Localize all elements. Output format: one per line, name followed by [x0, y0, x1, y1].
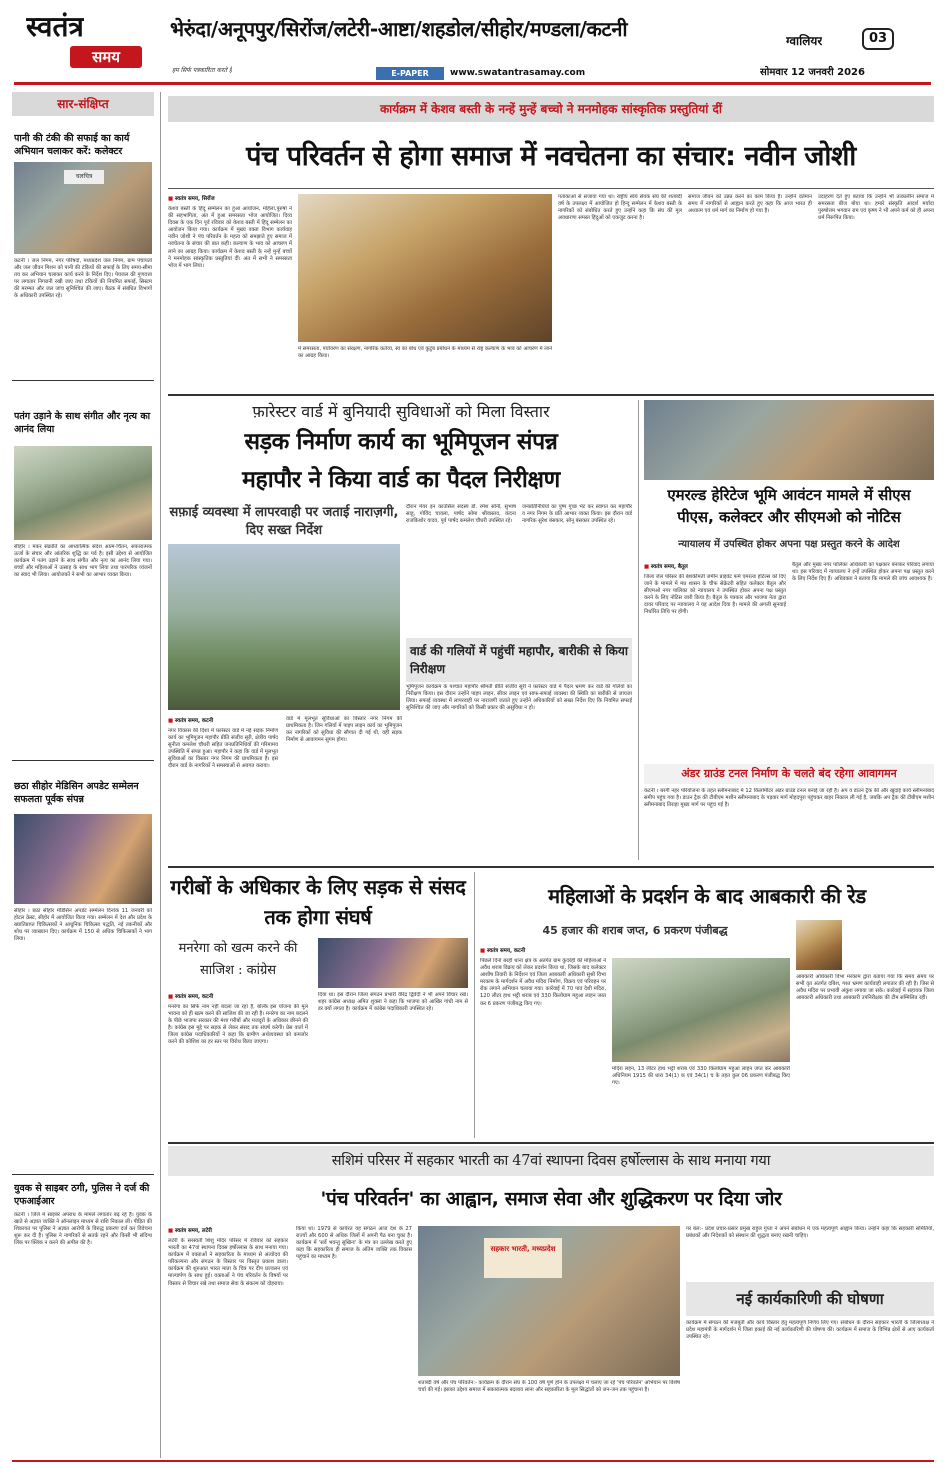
liquor-body-col2: मदिरा लहन, 13 लीटर हाथ भट्टी शराब एवं 330 किलोग्राम महुआ लाहन जप्त कर आबकारी अधिनियम 1915 की धारा 34(1) क एवं 34(1) च के तहत कुल 06 प्रकरण पंजीबद्ध किए गए।	[612, 1066, 790, 1087]
road-body: नगर विकास की दिशा में फ़ारेस्टर वार्ड में नई सड़क निर्माण कार्य का भूमिपूजन महापौर प्रीति संजीव सूरी, क्षेत्रीय पार्षद सुनीता कमलेश चौधरी सहित जनप्रतिनिधियों की गरिमामय उपस्थिति में संपन्न हुआ। महापौर ने कहा कि वार्ड में मूलभूत सुविधाओं का विस्तार नगर निगम की प्राथमिकता है। इस दौरान वार्ड के नागरिकों ने समस्याओं से अवगत कराया।	[168, 728, 278, 770]
sidebar-item-title: पानी की टंकी की सफाई का कार्य अभियान चलाकर करें: कलेक्टर	[14, 133, 130, 157]
conference-photo	[14, 814, 152, 904]
emerald-headline-1: एमरल्ड हेरिटेज भूमि आवंटन मामले में सीएस	[667, 486, 911, 504]
sidebar-item-title: युवक से साइबर ठगी, पुलिस ने दर्ज की एफआईआर	[14, 1183, 150, 1207]
road-body-col3: दौरान मेयर इन काउंसिल सदस्य डॉ. रमेश सोनी, सुभाष साहू, गोविंद चावला, पार्षद सोमा श्रीवास्तव, कंदना राजकिशोर यादव, पूर्व पार्षद कमलेश चौधरी उपस्थित रहे।	[406, 504, 516, 525]
masthead	[0, 0, 945, 88]
road-body-col4: जनप्रतिनिधियों का पुष्प गुच्छ भेंट कर स्वागत कर महापौर व नगर निगम के प्रति आभार व्यक्त किया। इस दौरान वार्ड नागरिक सुरेश बंसकार, सोनू बंसकार उपस्थित रहे।	[522, 504, 632, 525]
emerald-photo	[644, 400, 934, 480]
epaper-badge: E-PAPER	[376, 67, 444, 80]
road-headline-1: सड़क निर्माण कार्य का भूमिपूजन संपन्न	[244, 429, 558, 455]
lead-byline: ■ स्वतंत्र समय, सिरोंज	[168, 194, 292, 202]
divider	[12, 760, 154, 761]
tagline: हम सिर्फ पत्रकारिता करते हैं	[172, 67, 233, 74]
sidebar-item-title: छठा सीहोर मेडिसिन अपडेट सम्मेलन सफलता पूर्वक संपन्न	[14, 781, 139, 805]
sidebar-header: सार-संक्षिप्त	[12, 92, 154, 116]
lead-body-col4: समाज जीवन को उन्नत करने का काम किया है। उन्होंने वर्तमान समय में नागरिकों से आह्वान करते हुए कहा कि आज भारत ही अध्यात्म एवं धर्म मार्ग का निर्माण हो गया है।	[688, 194, 812, 215]
logo-bottom: समय	[70, 46, 142, 68]
emerald-body-col2: बैतूल और मुख्य नगर पालिका अधिकारी को पक्षकार बनाकर परिवाद लगाया था। इस परिवाद में न्यायालय ने इन्हें उपस्थित होकर अपना पक्ष प्रस्तुत करने के लिए निर्देश दिए हैं। अधिवक्ता ने बताया कि मामले की जांच आवश्यक है।	[792, 562, 934, 583]
sahkar-body: लटेरी के सरस्वती शिशु मंदिर परिसर में रविवार को सहकार भारती का 47वां स्थापना दिवस हर्षोल्लास के साथ मनाया गया। कार्यक्रम में वक्ताओं ने सहकारिता के माध्यम से अंत्योदय की परिकल्पना और संगठन के विस्तार पर विस्तृत प्रकाश डाला। कार्यक्रम की शुरुआत भारत माता के चित्र पर दीप प्रज्वलन एवं माल्यार्पण के साथ हुई। वक्ताओं ने पंच परिवर्तन के विषयों पर विस्तार से विचार रखे तथा समाज सेवा के संकल्प को दोहराया।	[168, 1238, 288, 1287]
sahkar-byline: ■ स्वतंत्र समय, लटेरी	[168, 1226, 288, 1234]
emerald-byline: ■ स्वतंत्र समय, बैतूल	[644, 562, 786, 570]
road-subhead: सफ़ाई व्यवस्था में लापरवाही पर जताई नाराज़गी, दिए सख्त निर्देश	[169, 505, 399, 538]
sidebar-item-body: कटनी । जिले में साइबर अपराध के मामले लगातार बढ़ रहे हैं। युवक के खाते से अज्ञात व्यक्ति ने ऑनलाइन माध्यम से राशि निकाल ली। पीड़ित की शिकायत पर पुलिस ने अज्ञात आरोपी के विरुद्ध प्रकरण दर्ज कर विवेचना शुरू कर दी है। पुलिस ने नागरिकों से सतर्क रहने और किसी भी संदिग्ध लिंक पर क्लिक न करने की अपील की है।	[14, 1212, 152, 1247]
column-divider	[638, 400, 639, 860]
lead-body: केशव बस्ती के हिंदू सम्मेलन का हुआ आयोजन, महिला,पुरुषों ने की सहभागिता, अंत में हुआ समरसता भोज आयोजित। दिव्य दिवस के एक दिन पूर्व रविवार को केशव बस्ती में हिंदू सम्मेलन का आयोजन किया गया। कार्यक्रम में मुख्य वक्ता विभाग कार्यवाह नवीन जोशी ने पंच परिवर्तन के महत्व को समझाते हुए समाज में नवचेतना के संचार की बात कही। कल्याण के भाव को आचरण में लाने का आग्रह किया। कार्यक्रम में केशव बस्ती के नन्हें मुन्हें बच्चों ने मनमोहक सांस्कृतिक प्रस्तुतियां दीं। अंत में सभी ने समरसता भोज में भाग लिया।	[168, 206, 292, 269]
sahkar-photo	[418, 1226, 680, 1376]
sidebar-item-title: पतंग उड़ाने के साथ संगीत और नृत्य का आनंद लिया	[14, 411, 151, 435]
liquor-subhead: 45 हजार की शराब जप्त, 6 प्रकरण पंजीबद्ध	[542, 924, 728, 937]
sahkar-body-col2: किया था। 1979 से कार्यरत यह संगठन आज देश के 27 राज्यों और 600 से अधिक जिलों में अपनी पैठ बना चुका है। कार्यक्रम में 'सर्वे भवन्तु सुखिनः' के मंत्र का उल्लेख करते हुए कहा कि सहकारिता ही समाज के अंतिम व्यक्ति तक विकास पहुंचाने का माध्यम है।	[296, 1226, 412, 1261]
column-divider	[474, 872, 475, 1138]
region-list: भेरुंदा/अनूपपुर/सिरोंज/लटेरी-आष्टा/शहडोल/सीहोर/मण्डला/कटनी	[170, 17, 628, 41]
liquor-seizure-photo	[612, 958, 790, 1062]
masthead-rule	[14, 82, 931, 85]
tunnel-headline: अंडर ग्राउंड टनल निर्माण के चलते बंद रहेगा आवागमन	[644, 764, 934, 784]
section-rule	[168, 394, 934, 396]
section-rule	[168, 866, 934, 868]
liquor-officer-photo	[796, 920, 842, 970]
column-divider	[160, 92, 161, 1458]
emerald-headline-2: पीएस, कलेक्टर और सीएमओ को नोटिस	[677, 508, 901, 526]
website-link[interactable]: www.swatantrasamay.com	[450, 68, 586, 78]
poor-byline: ■ स्वतंत्र समय, कटनी	[168, 992, 308, 1000]
tunnel-body: कटनी । बरगी नहर परियोजना के तहत स्लीमनाबाद में 12 किलोमीटर अंडर ग्राउंड टनल बनाई जा रही है। अप व डाउन ट्रैक की और खुदाई कार्य स्लीमनाबाद समीप पहुंच गया है। डाउन ट्रैक की टीबीएम मशीन स्लीमनाबाद के पड़वार मार्ग मोहदपुरा पहुंचकर बाहर निकाल ली गई है, जबकि अप ट्रैक की टीबीएम मशीन स्लीमनाबाद तिराहा मुख्य मार्ग पर पहुंच गई है।	[644, 788, 934, 809]
meeting-photo	[14, 162, 152, 254]
lead-photo	[298, 194, 552, 342]
sidebar-item-body: सीहोर । छठा सीहोर मेडिसिन अपडेट सम्मेलन दिनांक 11 जनवरी को होटल क्रेस्ट, सीहोर में आयोजित किया गया। सम्मेलन में देश और प्रदेश के ख्यातिप्राप्त चिकित्सकों ने आधुनिक चिकित्सा पद्धति, नई तकनीकों और शोध पर व्याख्यान दिए। कार्यक्रम में 150 से अधिक चिकित्सकों ने भाग लिया।	[14, 908, 152, 943]
sahkar-kicker: सशिमं परिसर में सहकार भारती का 47वां स्थापना दिवस हर्षोल्लास के साथ मनाया गया	[168, 1146, 934, 1176]
road-photo	[168, 544, 400, 710]
liquor-headline: महिलाओं के प्रदर्शन के बाद आबकारी की रेड	[548, 884, 866, 908]
lead-headline: पंच परिवर्तन से होगा समाज में नवचेतना का संचार: नवीन जोशी	[246, 141, 856, 172]
emerald-subhead: न्यायालय में उपस्थित होकर अपना पक्ष प्रस्तुत करने के आदेश	[678, 539, 900, 550]
road-kicker: फ़ारेस्टर वार्ड में बुनियादी सुविधाओं को मिला विस्तार	[252, 402, 550, 421]
press-conference-photo	[318, 938, 468, 988]
liquor-byline: ■ स्वतंत्र समय, कटनी	[480, 946, 790, 954]
logo-top: स्वतंत्र	[26, 10, 84, 43]
committee-box-body: कार्यक्रम में संगठन की मजबूती और कार्य विस्तार हेतु महत्वपूर्ण निर्णय लिए गए। संबोधन के दौरान सहकार भारती के जिलाध्यक्ष ने प्रदेश महामंत्री के मार्गदर्शन में जिला इकाई की नई कार्यकारिणी की घोषणा की। कार्यक्रम में समाज के विभिन्न क्षेत्रों से आए कार्यकर्ता उपस्थित रहे।	[686, 1320, 934, 1341]
sahkar-body-col4: पर बल:- प्रदेश प्रचार-प्रसार प्रमुख राहुल गुप्ता ने अपने संबोधन में एक महत्वपूर्ण आह्वान किया। उन्होंने कहा कि सहकारी समितियों, प्रबंधकों और निदेशकों को संस्थान की शुद्धता बनाए रखनी चाहिए।	[686, 1226, 934, 1240]
divider	[12, 380, 154, 381]
divider	[12, 1174, 154, 1175]
page-bottom-rule	[12, 1460, 934, 1462]
banner-strip: कार्यक्रम में केशव बस्ती के नन्हें मुन्हें बच्चो ने मनमोहक सांस्कृतिक प्रस्तुतियां दीं	[168, 96, 934, 122]
liquor-body: पिछले दिनों बरही थाना क्षेत्र के अंतर्गत ग्राम कुंदरेही की महिलाओं ने अवैध शराब विक्रय को लेकर प्रदर्शन किया था, जिसके बाद कलेक्टर आशीष तिवारी के निर्देशन एवं जिला आबकारी अधिकारी सुश्री विभा मरकाम के मार्गदर्शन में अवैध मदिरा निर्माण, विक्रय एवं परिवहन पर रोक लगाने अभियान चलाया गया। कार्रवाई में 70 पाव देशी मदिरा, 120 लीटर हाथ भट्टी शराब एवं 330 किलोग्राम महुआ लाहन जब्त कर 6 प्रकरण पंजीबद्ध किए गए।	[480, 958, 606, 1007]
lead-body-col2: में समरसता, पर्यावरण का संरक्षण, नागरिक कर्तव्य, स्व का बोध एवं कुटुंब प्रबोधन के माध्यम से राष्ट्र कल्याण के भाव को आचरण में लाने का आग्रह किया।	[298, 346, 552, 360]
sahkar-banner-text: सहकार भारती, मध्यप्रदेश	[484, 1238, 562, 1278]
poor-body: मनरेगा का सिर्फ नाम नहीं बदला जा रहा है, बल्कि इस योजना की मूल भावना को ही खत्म करने की साजिश की जा रही है। मनरेगा का नाम बदलने के पीछे भाजपा सरकार की मंशा गरीबों और मजदूरों के अधिकार छीनने की है। कांग्रेस इस मुद्दे पर सड़क से लेकर संसद तक संघर्ष करेगी। प्रेस वार्ता में जिला कांग्रेस पदाधिकारियों ने कहा कि ग्रामीण अर्थव्यवस्था को कमजोर करने की कोशिश का हर स्तर पर विरोध किया जाएगा।	[168, 1004, 308, 1046]
sidebar-item-body: सीहोर । मकर संक्रांति का आध्यात्मिक संदेश आत्म-चिंतन, सकारात्मक ऊर्जा के संचार और आंतरिक शुद्धि का पर्व है। इसी उद्देश्य से आयोजित कार्यक्रम में पतंग उड़ाने के साथ संगीत और नृत्य का आनंद लिया गया। बच्चों और महिलाओं ने उत्साह के साथ भाग लिया तथा पारंपरिक व्यंजनों का स्वाद भी लिया। आयोजकों ने सभी का आभार व्यक्त किया।	[14, 544, 152, 579]
poor-headline: गरीबों के अधिकार के लिए सड़क से संसद तक होगा संघर्ष	[170, 875, 466, 929]
photo-screen-text: चलचित्र	[64, 170, 104, 184]
sidebar-item-body: कटनी । जल निगम, नगर परिषदों, मध्यप्रदेश जल निगम, ग्राम पंचायतों और जल जीवन मिशन को पानी की टंकियों की सफाई के लिए समय-सीमा तय कर अभियान चलाकर कार्य करने के निर्देश दिए। पेयजल की गुणवत्ता पर लगातार निगरानी रखी जाए तथा टंकियों की नियमित सफाई, सिस्टम की मरम्मत और जल जांच सुनिश्चित की जाए। बैठक में संबंधित विभागों के अधिकारी उपस्थित रहे।	[14, 258, 152, 300]
committee-box-title: नई कार्यकारिणी की घोषणा	[686, 1282, 934, 1316]
road-headline-2: महापौर ने किया वार्ड का पैदल निरीक्षण	[242, 467, 560, 493]
road-byline: ■ स्वतंत्र समय, कटनी	[168, 716, 278, 724]
ward-box-title: वार्ड की गलियों में पहुंचीं महापौर, बारीकी से किया निरीक्षण	[406, 638, 632, 682]
kite-festival-photo	[14, 446, 152, 540]
sidebar	[12, 92, 154, 1458]
emerald-body: जिला जेल परिसर की बेशकीमती जमीन प्राइवेट फर्म एमरल्ड होटेल्स को दिए जाने के मामले में मप्र शासन के चीफ सेक्रेटरी सहित कलेक्टर बैतूल और सीएमओ नगर पालिका को न्यायालय ने उपस्थित होकर अपना पक्ष प्रस्तुत करने के लिए नोटिस जारी किया है। बैतूल के पत्रकार और भाजपा नेता द्वारा दायर परिवाद पर न्यायालय ने यह आदेश दिया है। मामले की अगली सुनवाई निर्धारित तिथि पर होगी।	[644, 574, 786, 616]
poor-subhead: मनरेगा को खत्म करने की साजिश : कांग्रेस	[178, 941, 298, 978]
lead-rule	[168, 188, 934, 189]
sahkar-body-col3: शताब्दी वर्ष और पंच परिवर्तन:- कार्यक्रम के दौरान संघ के 100 वर्ष पूर्ण होने के उपलक्ष्य में चलाए जा रहे 'पंच परिवर्तन' अभियान पर विशेष चर्चा की गई। इसका उद्देश्य समाज में सकारात्मक बदलाव लाना और सहकारिता के मूल सिद्धांतों को जन-जन तक पहुंचाना है।	[418, 1380, 680, 1394]
road-body-col2: वार्ड में मूलभूत सुविधाओं का विस्तार नगर निगम की प्राथमिकता है। जिन गलियों में पाइप लाइन कार्य का भूमिपूजन कर नागरिकों को सुविधा की सौगात दी गई थी, वहीं सड़क निर्माण से आवागमन सुगम होगा।	[286, 716, 402, 744]
poor-body-col2: दिया था। इस दौरान जिला संगठन प्रभारी वीरेंद्र द्विवेदी ने भी अपने विचार रखे। शहर कांग्रेस अध्यक्ष अमित शुक्ला ने कहा कि भाजपा को आखिर गांधी नाम से डर क्यों लगता है। कार्यक्रम में कांग्रेस पदाधिकारी उपस्थित रहे।	[318, 992, 468, 1013]
ward-box-body: भूमिपूजन कार्यक्रम के पश्चात महापौर श्रीमती प्रीति संजीव सूरी ने फ़ारेस्टर वार्ड में पैदल भ्रमण कर वार्ड की गलियों का निरीक्षण किया। इस दौरान उन्होंने पाइप लाइन, सीवर लाइन एवं साफ-सफाई व्यवस्था की स्थिति का बारीकी से जायजा लिया। सफाई व्यवस्था में लापरवाही पर नाराजगी जताते हुए उन्होंने अधिकारियों को सख्त निर्देश दिए कि नियमित सफाई सुनिश्चित की जाए और नागरिकों को किसी प्रकार की असुविधा न हो।	[406, 684, 632, 712]
city-name: ग्वालियर	[786, 34, 823, 48]
page-number: 03	[862, 28, 894, 50]
sahkar-headline: 'पंच परिवर्तन' का आह्वान, समाज सेवा और शुद्धिकरण पर दिया जोर	[320, 1188, 782, 1210]
liquor-side-body: आबकारी अधिकारी विभा मरकाम द्वारा बताया गया कि समय समय पर सभी वृत अंतर्गत दबिश, गश्त भ्रमण कार्यवाही लगातार की रही है। जिस से अवैध मदिरा पर प्रभावी अंकुश लगाया जा सके। कार्रवाई में सहायक जिला आबकारी अधिकारी तथा आबकारी उपनिरीक्षक की टीम सम्मिलित रही।	[796, 974, 934, 1002]
lead-body-col5: उदाहरण देते हुए बताया कि उन्होंने भी तत्कालीन समाज में समरसता बीज बोया था। हमारे संस्कृति आदर्श मर्यादा पुरुषोत्तम भगवान राम एवं कृष्ण ने भी अपने कर्म को ही अपना धर्म निरूपित किया।	[818, 194, 934, 222]
issue-date: सोमवार 12 जनवरी 2026	[760, 67, 865, 78]
section-rule	[168, 1142, 934, 1144]
lead-body-col3: पताकाओं से सजाया गया था। राष्ट्रीय स्वयं सेवक संघ की शताब्दी वर्ष के उपलक्ष्य में आयोजित हो हिन्दू सम्मेलन में केशव बस्ती के नागरिकों को संबोधित करते हुए उन्होंने कहा कि संघ की मूल अवधारणा समस्त हिंदुओं को एकजुट करना है।	[558, 194, 682, 222]
